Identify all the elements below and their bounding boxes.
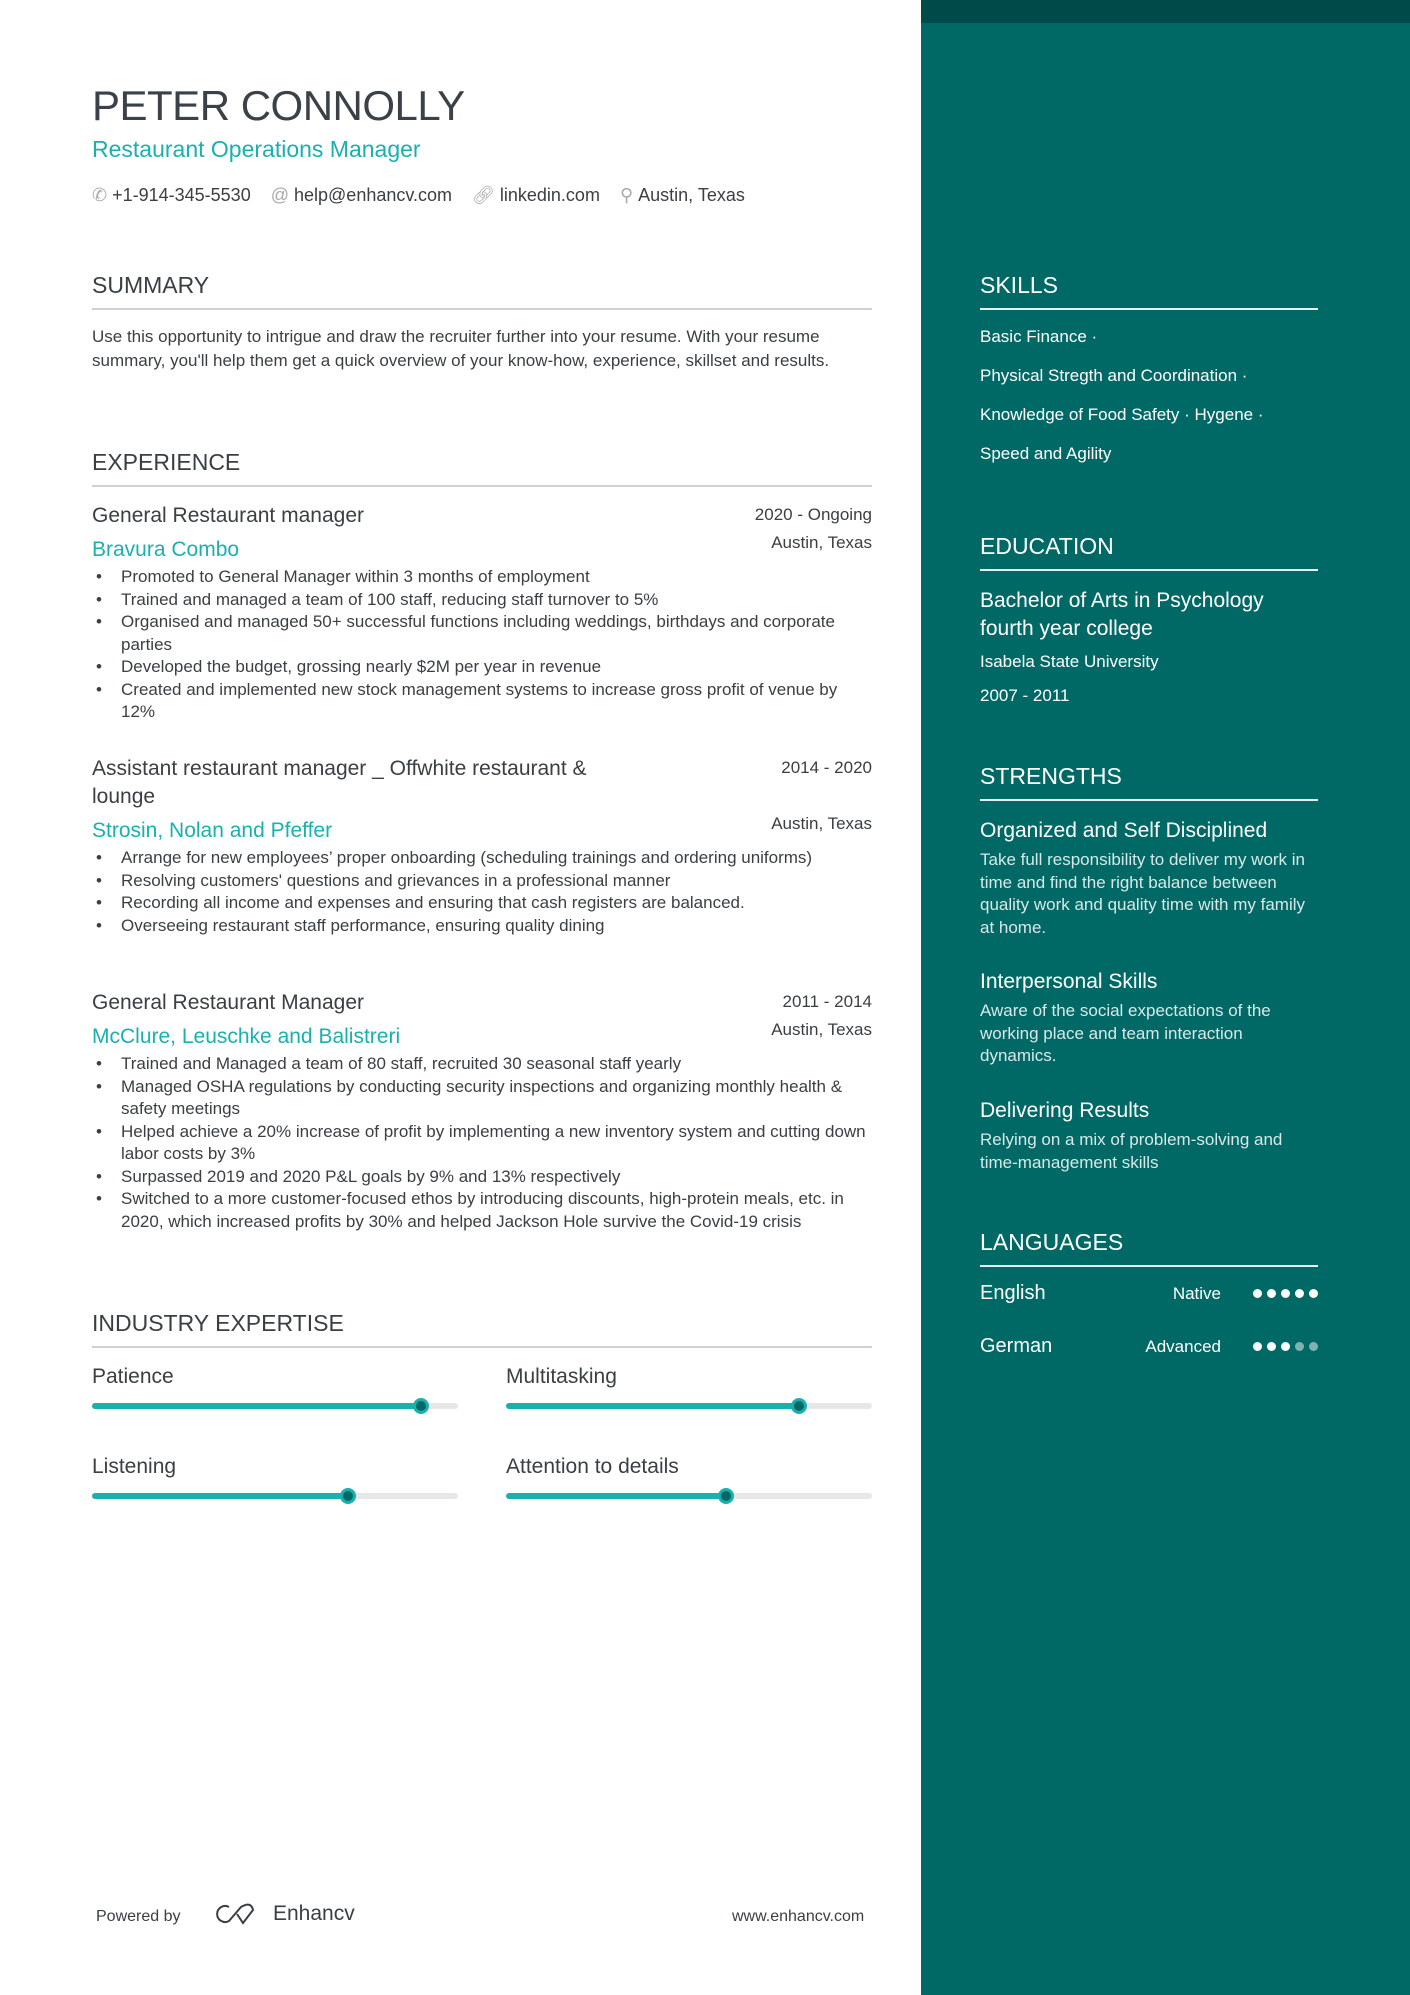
company: McClure, Leuschke and Balistreri [92,1025,401,1048]
link[interactable] [472,185,600,206]
experience-heading: EXPERIENCE [92,449,872,487]
job-title: General Restaurant Manager [92,991,364,1014]
email-text: help@enhancv.com [294,185,453,205]
strength-desc: Aware of the social expectations of the working place and team interaction dynamics. [980,1001,1271,1065]
skill-line: Speed and Agility [980,444,1112,463]
at-icon: @ [270,185,289,205]
education-heading: EDUCATION [980,533,1318,571]
level-dot-empty [1295,1342,1304,1351]
bullet: • Surpassed 2019 and 2020 P&L goals by 9% and 13% respectively [92,1166,872,1189]
language-name: German [980,1335,1053,1357]
skill-line: Physical Stregth and Coordination · [980,366,1248,385]
expertise-label: Attention to details [506,1455,679,1478]
job-entry [92,989,872,1233]
language-item [980,1282,1318,1305]
expertise-bar [92,1493,458,1499]
bullet-list [92,847,872,937]
candidate-title: Restaurant Operations Manager [92,136,421,162]
expertise-bar-knob [791,1398,807,1414]
edu-years: 2007 - 2011 [980,686,1070,705]
expertise-label: Listening [92,1455,177,1478]
language-item [980,1335,1318,1358]
bullet: • Managed OSHA regulations by conducting security inspections and organizing monthly health & safety meetings [92,1076,872,1121]
expertise-bar-knob [340,1488,356,1504]
job-title: General Restaurant manager [92,504,364,527]
expertise-bar-fill [506,1403,799,1409]
powered-by: Powered by [96,1908,181,1925]
footer-url[interactable]: www.enhancv.com [732,1908,865,1925]
level-dot-filled [1253,1289,1262,1298]
enhancv-brand: Enhancv [273,1902,355,1925]
sidebar-top-band [921,0,1410,23]
bullet: • Promoted to General Manager within 3 months of employment [92,566,872,589]
bullet: • Helped achieve a 20% increase of profit by implementing a new inventory system and cutting down labor costs by 3% [92,1121,872,1166]
expertise-heading: INDUSTRY EXPERTISE [92,1310,872,1348]
strength-item [980,968,1318,1068]
expertise-bar [506,1403,872,1409]
level-dot-filled [1281,1342,1290,1351]
education-entry [980,587,1318,706]
job-location: Austin, Texas [771,533,872,552]
location-pin-icon: ⚲ [619,185,634,205]
enhancv-logo-icon [215,1902,263,1926]
strengths-heading: STRENGTHS [980,763,1318,801]
level-dot-filled [1267,1342,1276,1351]
level-dot-filled [1281,1289,1290,1298]
strength-desc: Take full responsibility to deliver my work in time and find the right balance between quality work and quality time with my family at home. [980,850,1306,937]
bullet: • Trained and Managed a team of 80 staff, recruited 30 seasonal staff yearly [92,1053,872,1076]
job-entry [92,502,872,724]
job-dates: 2011 - 2014 [782,992,872,1011]
strength-item [980,1097,1318,1174]
skill-line: Basic Finance · [980,327,1098,346]
candidate-name: PETER CONNOLLY [92,82,465,129]
level-dot-filled [1309,1289,1318,1298]
location-text: Austin, Texas [638,185,745,205]
bullet: • Organised and managed 50+ successful functions including weddings, birthdays and corporate parties [92,611,872,656]
bullet-list [92,1053,872,1233]
company: Strosin, Nolan and Pfeffer [92,819,333,842]
job-location: Austin, Texas [771,814,872,833]
job-entry [92,755,872,937]
level-dot-filled [1267,1289,1276,1298]
bullet: • Recording all income and expenses and ensuring that cash registers are balanced. [92,892,872,915]
bullet: • Switched to a more customer-focused ethos by introducing discounts, high-protein meals, etc. in 2020, which increased profits by 30% and helped Jackson Hole survive the Covid-19 crisis [92,1188,872,1233]
phone-text: +1-914-345-5530 [112,185,251,205]
contact-row [92,185,745,206]
language-level: Native [1172,1283,1221,1303]
bullet: • Created and implemented new stock management systems to increase gross profit of venue by 12% [92,679,872,724]
expertise-label: Multitasking [506,1365,617,1388]
languages-heading: LANGUAGES [980,1229,1318,1267]
level-dot-filled [1295,1289,1304,1298]
link-text: linkedin.com [499,185,600,205]
bullet: • Overseeing restaurant staff performance, ensuring quality dining [92,915,872,938]
expertise-bar-knob [718,1488,734,1504]
company: Bravura Combo [92,538,240,561]
phone[interactable] [92,185,251,206]
expertise-bar-fill [92,1403,421,1409]
bullet-list [92,566,872,724]
enhancv-logo[interactable] [215,1902,355,1926]
strength-title: Delivering Results [980,1099,1150,1122]
bullet: • Resolving customers' questions and grievances in a professional manner [92,870,872,893]
expertise-label: Patience [92,1365,174,1388]
strength-desc: Relying on a mix of problem-solving and time-management skills [980,1130,1283,1172]
strength-title: Interpersonal Skills [980,970,1158,993]
skill-line: Knowledge of Food Safety · Hygene · [980,405,1264,424]
location [620,185,745,206]
job-location: Austin, Texas [771,1020,872,1039]
level-dot-filled [1253,1342,1262,1351]
school: Isabela State University [980,652,1159,671]
link-icon: 🔗︎ [472,185,495,205]
expertise-item [92,1455,458,1499]
sidebar [921,0,1410,1995]
expertise-bar-fill [506,1493,726,1499]
expertise-item [506,1365,872,1409]
expertise-item [92,1365,458,1409]
expertise-bar-knob [413,1398,429,1414]
expertise-bar [92,1403,458,1409]
level-dot-empty [1309,1342,1318,1351]
bullet: • Developed the budget, grossing nearly $2M per year in revenue [92,656,872,679]
language-dots [1253,1342,1318,1351]
bullet: • Trained and managed a team of 100 staff, reducing staff turnover to 5% [92,589,872,612]
language-name: English [980,1282,1046,1304]
job-dates: 2014 - 2020 [781,758,872,777]
expertise-bar-fill [92,1493,348,1499]
strength-title: Organized and Self Disciplined [980,819,1268,842]
email[interactable] [271,185,452,206]
skills-heading: SKILLS [980,272,1318,310]
job-title: Assistant restaurant manager _ Offwhite restaurant & lounge [92,757,587,808]
expertise-bar [506,1493,872,1499]
strength-item [980,817,1318,939]
expertise-item [506,1455,872,1499]
job-dates: 2020 - Ongoing [754,505,872,524]
language-dots [1253,1289,1318,1298]
degree: Bachelor of Arts in Psychology fourth year college [980,589,1264,640]
bullet: • Arrange for new employees’ proper onboarding (scheduling trainings and ordering uniforms) [92,847,872,870]
phone-icon: ✆ [92,185,108,205]
summary-heading: SUMMARY [92,272,872,310]
summary-text: Use this opportunity to intrigue and draw the recruiter further into your resume. With your resume summary, you'll help them get a quick overview of your know-how, experience, skillset and results. [92,327,830,370]
language-level: Advanced [1145,1336,1221,1356]
